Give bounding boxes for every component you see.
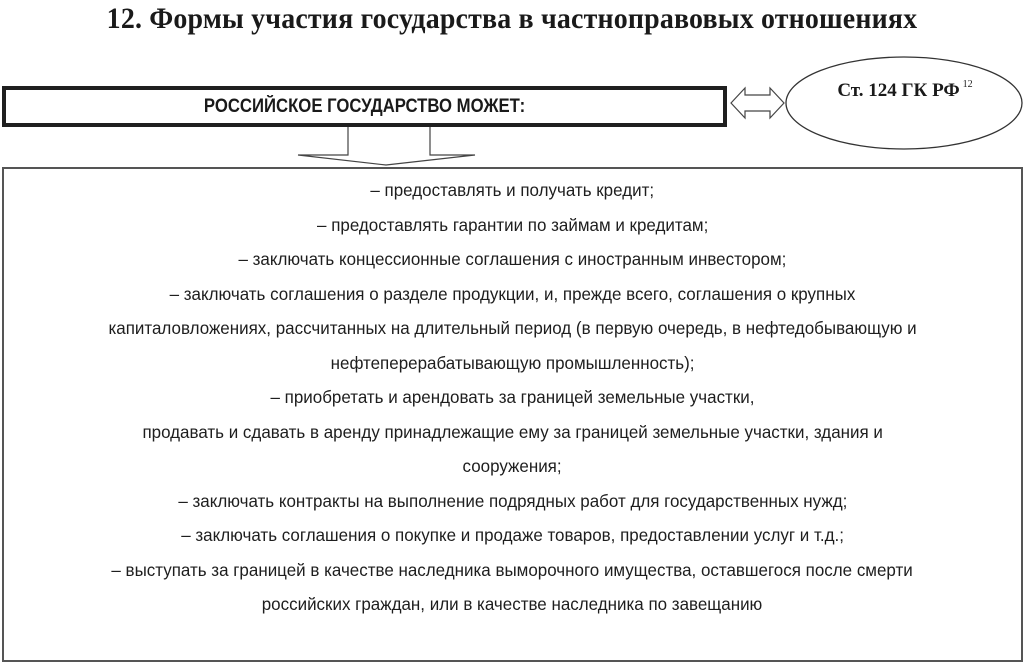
header-box — [2, 86, 727, 127]
reference-text: Ст. 124 ГК РФ — [837, 80, 960, 101]
down-arrow-icon — [298, 126, 475, 165]
list-line: нефтеперерабатывающую промышленность); — [330, 352, 695, 373]
list-line: – заключать контракты на выполнение подрядных работ для государственных нужд; — [178, 490, 847, 511]
list-line: капиталовложениях, рассчитанных на длительный период (в первую очередь, в нефтедобывающую и — [108, 318, 917, 338]
list-line: сооружения; — [462, 456, 563, 476]
reference-ellipse — [786, 57, 1022, 149]
list-line: – заключать концессионные соглашения с иностранным инвестором; — [238, 249, 787, 269]
capabilities-list — [4, 173, 1021, 622]
page-title: 12. Формы участия государства в частноправовых отношениях — [106, 2, 918, 35]
capabilities-box — [2, 167, 1023, 662]
list-line: – заключать соглашения о разделе продукции, и, прежде всего, соглашения о крупных — [169, 283, 856, 304]
list-line: – предоставлять гарантии по займам и кредитам; — [316, 214, 709, 235]
double-arrow-icon — [731, 88, 784, 118]
list-line: продавать и сдавать в аренду принадлежащие ему за границей земельные участки, здания и — [142, 421, 883, 442]
reference-label — [810, 79, 1000, 102]
list-line: – заключать соглашения о покупке и продаже товаров, предоставлении услуг и т.д.; — [181, 525, 844, 545]
list-line: – выступать за границей в качестве наследника выморочного имущества, оставшегося после смерти — [111, 559, 914, 580]
list-line: – приобретать и арендовать за границей земельные участки, — [270, 387, 755, 407]
header-label: РОССИЙСКОЕ ГОСУДАРСТВО МОЖЕТ: — [203, 95, 526, 117]
footnote-marker: 12 — [962, 79, 973, 90]
list-line: – предоставлять и получать кредит; — [370, 180, 655, 200]
list-line: российских граждан, или в качестве наследника по завещанию — [262, 594, 763, 614]
